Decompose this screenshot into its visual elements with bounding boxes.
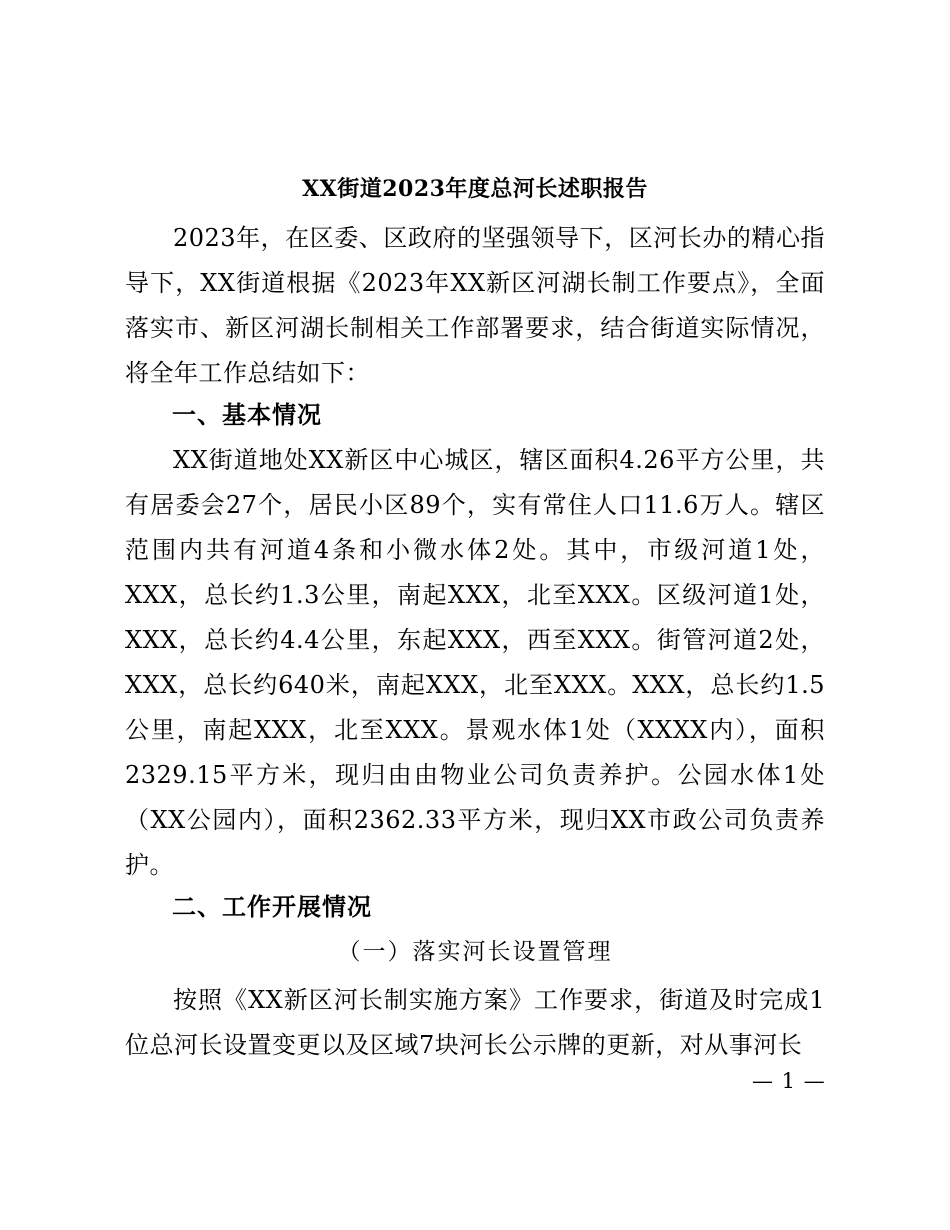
intro-paragraph: 2023年，在区委、区政府的坚强领导下，区河长办的精心指导下，XX街道根据《2023年XX新区河湖长制工作要点》，全面落实市、新区河湖长制相关工作部署要求，结合街道实际情况，将全年工作总结如下：: [125, 224, 825, 387]
river-chief-management-paragraph: 按照《XX新区河长制实施方案》工作要求，街道及时完成1位总河长设置变更以及区域7块河长公示牌的更新，对从事河长: [125, 986, 825, 1059]
subsection-heading-river-chief-management: （一）落实河长设置管理: [337, 939, 613, 965]
page-number: — 1 —: [752, 1069, 826, 1093]
document-title: XX街道2023年度总河长述职报告: [302, 176, 648, 202]
section-heading-basic-situation: 一、基本情况: [172, 400, 322, 429]
basic-situation-paragraph: XX街道地处XX新区中心城区，辖区面积4.26平方公里，共有居委会27个，居民小区89个，实有常住人口11.6万人。辖区范围内共有河道4条和小微水体2处。其中，市级河道1处，XXX，总长约1.3公里，南起XXX，北至XXX。区级河道1处，XXX，总长约4.4公里，东起XXX，西至XXX。街管河道2处，XXX，总长约640米，南起XXX，北至XXX。XXX，总长约1.5公里，南起XXX，北至XXX。景观水体1处（XXXX内），面积2329.15平方米，现归由由物业公司负责养护。公园水体1处（XX公园内），面积2362.33平方米，现归XX市政公司负责养护。: [125, 446, 825, 879]
section-heading-work-progress: 二、工作开展情况: [172, 892, 372, 921]
